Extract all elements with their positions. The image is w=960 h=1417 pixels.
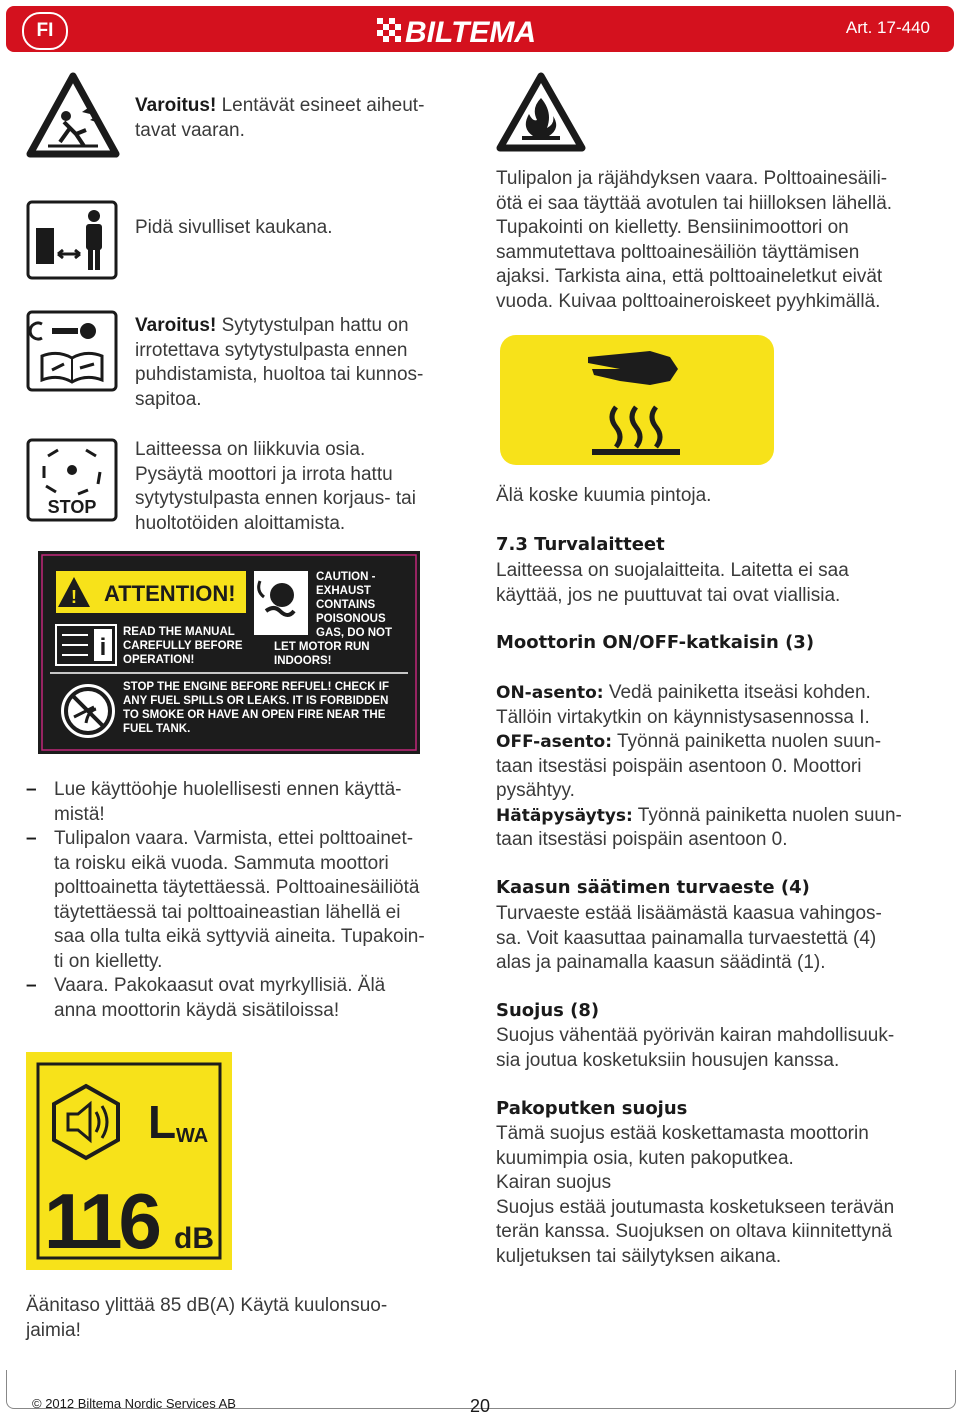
svg-text:STOP THE ENGINE BEFORE REFUEL!: STOP THE ENGINE BEFORE REFUEL! CHECK IF xyxy=(123,681,390,693)
warning-flying-objects: Varoitus! Lentävät esineet aiheut- tavat vaaran. xyxy=(135,95,425,141)
off-position-label: OFF-asento: xyxy=(496,732,613,752)
article-number: Art. 17-440 xyxy=(845,18,930,37)
svg-text:CAUTION -: CAUTION - xyxy=(316,571,376,583)
svg-text:CAREFULLY BEFORE: CAREFULLY BEFORE xyxy=(123,640,243,652)
moving-parts-text: Laitteessa on liikkuvia osia. Pysäytä moottori ja irrota hattu sytytystulpasta ennen korjaus- tai huoltotöiden aloittamista. xyxy=(135,439,416,534)
stop-text: STOP xyxy=(47,497,97,517)
svg-text:GAS, DO NOT: GAS, DO NOT xyxy=(316,627,393,639)
heading-guard: Suojus (8) xyxy=(496,1000,600,1021)
fire-hazard-icon xyxy=(496,72,586,152)
stop-moving-parts-icon xyxy=(26,438,118,522)
noise-level-label xyxy=(26,1052,232,1270)
bullet-exhaust-danger: – Vaara. Pakokaasut ovat myrkyllisiä. Älä anna moottorin käydä sisätiloissa! xyxy=(26,974,476,1023)
hot-surface-text: Älä koske kuumia pintoja. xyxy=(496,485,712,506)
svg-text:OPERATION!: OPERATION! xyxy=(123,654,195,666)
bullet-read-manual: – Lue käyttöohje huolellisesti ennen käyttä- mistä! xyxy=(26,778,476,827)
bullet-fire-risk: – Tulipalon vaara. Varmista, ettei polttoainet- ta roisku eikä vuoda. Sammuta moottori polttoainetta täytettäessä. Polttoainesäiliötä täytettäessä tai polttoaineastian lähellä ei saa olla tulta eikä syttyviä aineita. Tupakoin- ti on kielletty. xyxy=(26,827,476,974)
emergency-stop-label: Hätäpysäytys: xyxy=(496,805,633,826)
warning-spark-plug: Varoitus! Sytytystulpan hattu on irrotettava sytytystulpasta ennen puhdistamista, huoltoa tai kunnos- sapitoa. xyxy=(135,315,424,410)
lwa-subscript: WA xyxy=(176,1125,209,1147)
svg-text:FUEL TANK.: FUEL TANK. xyxy=(123,723,191,735)
noise-unit: dB xyxy=(174,1222,214,1255)
hot-surface-icon xyxy=(500,335,774,465)
noise-value: 116 xyxy=(44,1177,158,1265)
svg-text:ANY FUEL SPILLS OR LEAKS. IT I: ANY FUEL SPILLS OR LEAKS. IT IS FORBIDDEN xyxy=(123,695,389,707)
warning-label-2: Varoitus! xyxy=(135,315,217,336)
svg-text:READ THE MANUAL: READ THE MANUAL xyxy=(123,626,235,638)
throttle-lock-text: Turvaeste estää lisäämästä kaasua vahingos- sa. Voit kaasuttaa painamalla turvaestettä (4) alas ja painamalla kaasun säädintä (1). xyxy=(496,903,882,973)
spark-plug-manual-icon xyxy=(26,310,118,392)
safety-bullet-list xyxy=(26,778,476,1023)
exhaust-guard-text: Tämä suojus estää koskettamasta moottorin kuumimpia osia, kuten pakoputkea. Kairan suojus Suojus estää joutumasta kosketukseen terävän terän kanssa. Suojuksen on oltava kiinnitettynä kuljetuksen tai säilytyksen aikana. xyxy=(496,1123,895,1267)
flying-objects-warning-icon xyxy=(26,72,120,158)
svg-text:LET MOTOR RUN: LET MOTOR RUN xyxy=(274,641,370,653)
svg-text:i: i xyxy=(99,634,107,661)
copyright: © 2012 Biltema Nordic Services AB xyxy=(32,1396,236,1411)
safety-devices-text: Laitteessa on suojalaitteita. Laitetta ei saa käyttää, jos ne puuttuvat tai ovat viallisia. xyxy=(496,560,849,606)
page-number: 20 xyxy=(470,1396,491,1416)
svg-text:EXHAUST: EXHAUST xyxy=(316,585,371,597)
on-off-switch-text: ON-asento: Vedä painiketta itseäsi kohden. Tällöin virtakytkin on käynnistysasennossa I. OFF-asento: Työnnä painiketta nuolen suun- taan itsestäsi poispäin asentoon 0. Moottori pysähtyy. Hätäpysäytys: Työnnä painiketta nuolen suun- taan itsestäsi poispäin asentoon 0. xyxy=(496,682,902,850)
attention-title: ATTENTION! xyxy=(104,581,236,606)
biltema-logo xyxy=(375,10,590,48)
section-heading-safety-devices: 7.3 Turvalaitteet xyxy=(496,534,665,555)
attention-safety-label xyxy=(38,551,420,754)
language-badge: FI xyxy=(22,12,68,50)
heading-throttle-lock: Kaasun säätimen turvaeste (4) xyxy=(496,877,810,898)
heading-on-off-switch: Moottorin ON/OFF-katkaisin (3) xyxy=(496,632,815,653)
fire-hazard-text: Tulipalon ja räjähdyksen vaara. Polttoainesäili- ötä ei saa täyttää avotulen tai hiilloksen lähellä. Tupakointi on kielletty. Bensiinimoottori on sammutettava polttoainesäiliön täyttämisen ajaksi. Tarkista aina, että polttoaineletkut eivät vuoda. Kuivaa polttoaineroiskeet pyyhkimällä. xyxy=(496,168,893,312)
noise-warning-text: Äänitaso ylittää 85 dB(A) Käytä kuulonsuo- jaimia! xyxy=(26,1295,388,1341)
warning-label: Varoitus! xyxy=(135,95,217,116)
lwa-letter: L xyxy=(148,1096,177,1148)
brand-text: BILTEMA xyxy=(405,16,537,48)
svg-text:INDOORS!: INDOORS! xyxy=(274,655,332,667)
guard-text: Suojus vähentää pyörivän kairan mahdollisuuk- sia joutua kosketuksiin housujen kanssa. xyxy=(496,1025,895,1071)
svg-text:POISONOUS: POISONOUS xyxy=(316,613,386,625)
svg-text:CONTAINS: CONTAINS xyxy=(316,599,376,611)
keep-bystanders-away-icon xyxy=(26,200,118,280)
svg-text:TO SMOKE OR HAVE AN OPEN FIRE: TO SMOKE OR HAVE AN OPEN FIRE NEAR THE xyxy=(123,709,386,721)
svg-text:!: ! xyxy=(71,587,77,607)
on-position-label: ON-asento: xyxy=(496,683,604,703)
keep-bystanders-away-text: Pidä sivulliset kaukana. xyxy=(135,217,333,238)
heading-exhaust-guard: Pakoputken suojus xyxy=(496,1098,688,1119)
